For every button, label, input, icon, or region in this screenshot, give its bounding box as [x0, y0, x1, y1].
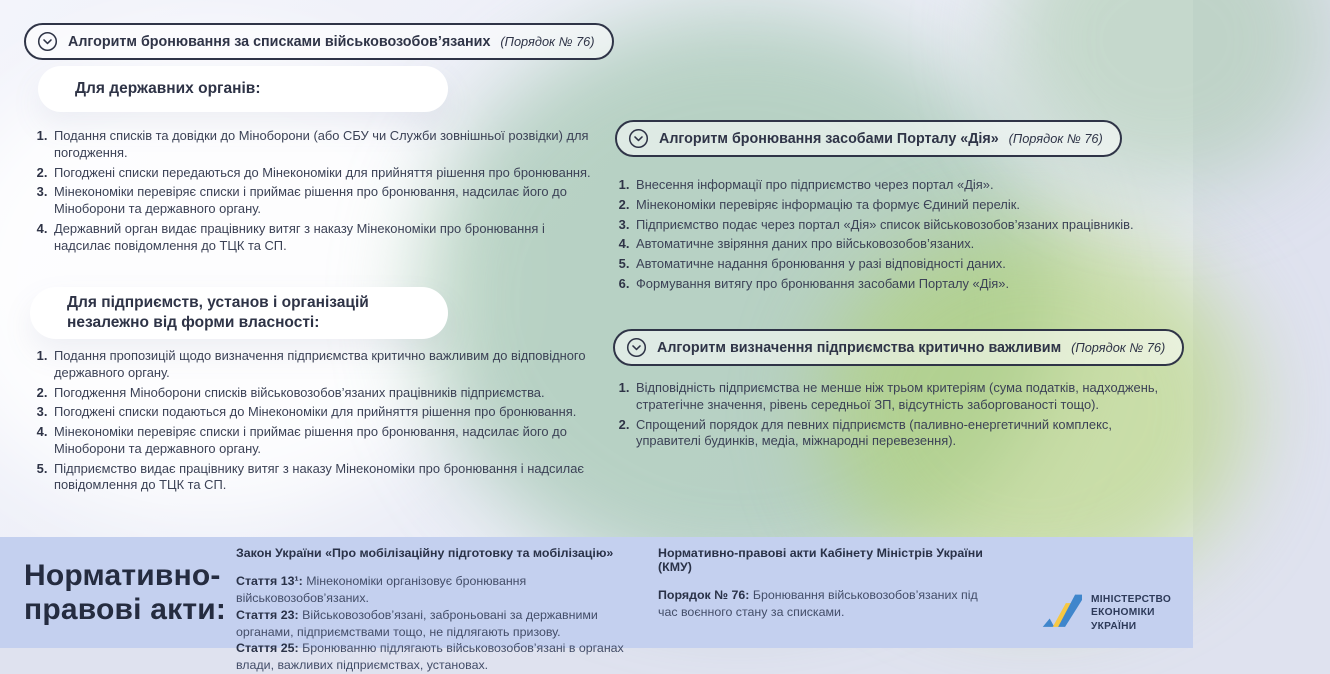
badge-title: Алгоритм визначення підприємства критично важливим	[657, 339, 1062, 356]
step-item: 2. Погодження Міноборони списків військовозобов’язаних працівників підприємства.	[51, 385, 596, 402]
kmu-title: Нормативно-правові акти Кабінету Міністрів України (КМУ)	[658, 546, 983, 574]
step-item: 3. Погоджені списки подаються до Мінекономіки для прийняття рішення про бронювання.	[51, 404, 596, 421]
step-item: 2. Погоджені списки передаються до Мінекономіки для прийняття рішення про бронювання.	[51, 165, 592, 182]
article-text: Бронюванню підлягають військовозобов’язані в органах влади, важливих підприємствах, установах.	[236, 641, 624, 673]
footer-heading	[24, 559, 226, 627]
step-item: 6. Формування витягу про бронювання засобами Порталу «Дія».	[633, 276, 1174, 293]
badge-suffix: (Порядок № 76)	[500, 34, 595, 49]
article-label: Стаття 25:	[236, 641, 299, 656]
badge-title: Алгоритм бронювання засобами Порталу «Дія»	[659, 130, 999, 147]
step-item: 2. Мінекономіки перевіряє інформацію та формує Єдиний перелік.	[633, 197, 1174, 214]
footer-kmu-column	[658, 546, 988, 621]
section-badge-diia-portal[interactable]	[615, 120, 1122, 157]
critical-steps	[612, 380, 1176, 453]
kmu-article	[658, 587, 988, 621]
article-text: Мінекономіки організовує бронювання військовозобов’язаних.	[236, 574, 527, 605]
enterprises-heading-line1: Для підприємств, установ і організацій	[67, 293, 369, 311]
chevron-down-circle-icon	[626, 337, 647, 358]
badge-suffix: (Порядок № 76)	[1071, 340, 1166, 355]
section-badge-critical-enterprise[interactable]	[613, 329, 1184, 366]
gov-organs-heading	[38, 66, 448, 112]
step-item: 2. Спрощений порядок для певних підприємств (паливно-енергетичний комплекс, управителі будинків, медіа, міжнародні перевезення).	[633, 417, 1176, 451]
step-item: 5. Автоматичне надання бронювання у разі відповідності даних.	[633, 256, 1174, 273]
ministry-logo-mark-icon	[1042, 593, 1082, 632]
badge-suffix: (Порядок № 76)	[1008, 131, 1103, 146]
law-article	[236, 607, 644, 641]
law-article	[236, 640, 644, 674]
chevron-down-circle-icon	[37, 31, 58, 52]
article-label: Стаття 13¹:	[236, 574, 303, 588]
step-item: 1. Відповідність підприємства не менше ніж трьом критеріям (сума податків, надходжень, стратегічне значення, рівень середньої ЗП, відсутність заборгованості тощо).	[633, 380, 1176, 414]
law-article	[236, 573, 644, 607]
logo-text-line: ЕКОНОМІКИ	[1091, 607, 1155, 619]
diia-steps	[612, 177, 1174, 296]
badge-title: Алгоритм бронювання за списками військовозобов’язаних	[68, 33, 491, 50]
enterprises-steps	[30, 348, 596, 497]
step-item: 1. Внесення інформації про підприємство через портал «Дія».	[633, 177, 1174, 194]
article-text: Військовозобов’язані, заброньовані за державними органами, підприємствами тощо, не підлягають призову.	[236, 607, 598, 639]
law-title: Закон України «Про мобілізаційну підготовку та мобілізацію»	[236, 546, 614, 560]
gov-organs-steps	[30, 128, 592, 257]
footer-law-column	[236, 546, 644, 674]
background-blob-top-right	[1000, 0, 1330, 190]
footer-heading-line1: Нормативно-	[24, 559, 221, 592]
step-item: 1. Подання списків та довідки до Міноборони (або СБУ чи Служби зовнішньої розвідки) для погодження.	[51, 128, 592, 162]
article-text: Бронювання військовозобов’язаних під час воєнного стану за списками.	[658, 588, 978, 619]
step-item: 5. Підприємство видає працівнику витяг з наказу Мінекономіки про бронювання і надсилає повідомлення до ТЦК та СП.	[51, 461, 596, 495]
ministry-of-economy-logo	[1042, 593, 1171, 633]
logo-text-line: УКРАЇНИ	[1091, 620, 1137, 632]
step-item: 3. Мінекономіки перевіряє списки і приймає рішення про бронювання, надсилає його до Міноборони та державного органу.	[51, 184, 592, 218]
gov-organs-heading-text: Для державних органів:	[75, 79, 261, 97]
section-badge-booking-by-lists[interactable]	[24, 23, 614, 60]
article-label: Стаття 23:	[236, 607, 299, 622]
step-item: 4. Мінекономіки перевіряє списки і приймає рішення про бронювання, надсилає його до Міноборони та державного органу.	[51, 424, 596, 458]
logo-text-line: МІНІСТЕРСТВО	[1091, 594, 1172, 605]
step-item: 1. Подання пропозицій щодо визначення підприємства критично важливим до відповідного державного органу.	[51, 348, 596, 382]
footer-heading-line2: правові акти:	[24, 593, 227, 627]
enterprises-heading-line2: незалежно від форми власності:	[67, 314, 320, 331]
article-label: Порядок № 76:	[658, 588, 750, 602]
step-item: 4. Державний орган видає працівнику витяг з наказу Мінекономіки про бронювання і надсилає повідомлення до ТЦК та СП.	[51, 221, 592, 255]
enterprises-heading	[30, 287, 448, 339]
chevron-down-circle-icon	[628, 128, 649, 149]
ministry-logo-text	[1091, 593, 1171, 633]
step-item: 4. Автоматичне звіряння даних про військовозобов’язаних.	[633, 236, 1174, 253]
step-item: 3. Підприємство подає через портал «Дія» список військовозобов’язаних працівників.	[633, 217, 1174, 234]
legal-acts-footer	[0, 537, 1193, 673]
